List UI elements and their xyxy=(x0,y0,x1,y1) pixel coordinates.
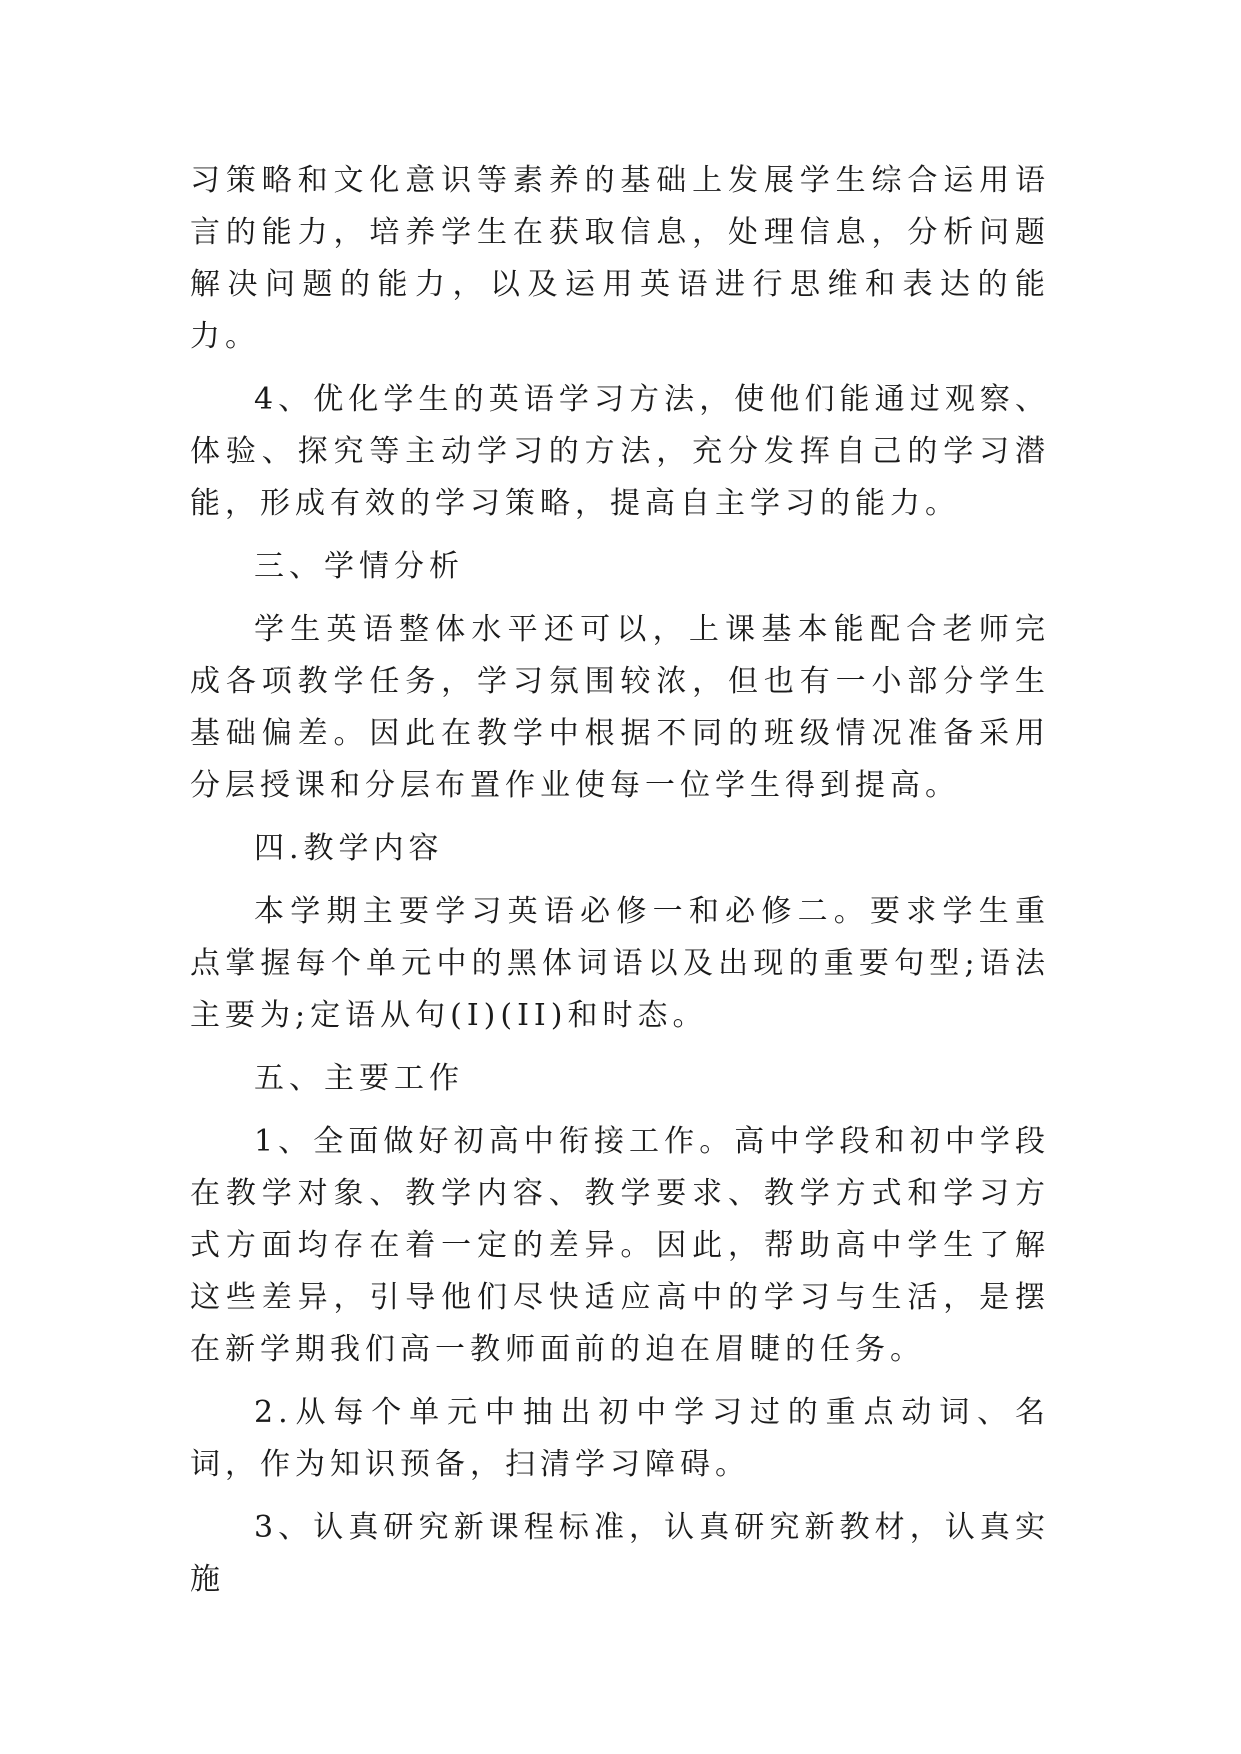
section-heading xyxy=(190,541,1050,593)
paragraph xyxy=(190,374,1050,530)
text-line: 2.从每个单元中抽出初中学习过的重点动词、名词，作 xyxy=(190,1395,1050,1482)
text-line: 学生英语整体水平还可以，上课基本能配合老师完成各 xyxy=(190,612,1050,699)
paragraph xyxy=(190,886,1050,1042)
paragraph xyxy=(190,1502,1050,1606)
paragraph xyxy=(190,1387,1050,1491)
text-line: 本学期主要学习英语必修一和必修二。要求学生重点掌 xyxy=(190,894,1050,981)
paragraph xyxy=(190,1116,1050,1376)
text-line: 1、全面做好初高中衔接工作。高中学段和初中学段在 xyxy=(190,1124,1050,1211)
paragraph xyxy=(190,155,1050,363)
text-line: 的能力，培养学生在获取信息，处理信息，分析问题解决问 xyxy=(190,215,1051,302)
text-line: 因此在教学中根据不同的班级情况准备采用分层授课和分 xyxy=(190,716,1051,803)
paragraph xyxy=(190,604,1050,812)
text-line: 五、主要工作 xyxy=(254,1061,464,1096)
section-heading xyxy=(190,1053,1050,1105)
text-line: 教学对象、教学内容、教学要求、教学方式和学习方式方面 xyxy=(190,1176,1051,1263)
text-line: 引导他们尽快适应高中的学习与生活，是摆在新学期我们高 xyxy=(190,1280,1051,1367)
text-line: 定语从句(I)(II)和时态。 xyxy=(310,998,708,1033)
text-line: 均存在着一定的差异。因此，帮助高中学生了解这些差异， xyxy=(190,1228,1051,1315)
text-line: 成有效的学习策略，提高自主学习的能力。 xyxy=(295,486,960,521)
text-line: 项教学任务，学习氛围较浓，但也有一小部分学生基础偏差。 xyxy=(190,664,1051,751)
text-line: 四.教学内容 xyxy=(254,831,444,866)
text-line: 一教师面前的迫在眉睫的任务。 xyxy=(435,1332,925,1367)
text-line: 习策略和文化意识等素养的基础上发展学生综合运用语言 xyxy=(190,163,1050,250)
text-line: 题的能力，以及运用英语进行思维和表达的能力。 xyxy=(190,267,1050,354)
text-line: 验、探究等主动学习的方法，充分发挥自己的学习潜能，形 xyxy=(190,434,1051,521)
document-body xyxy=(190,155,1050,1617)
text-line: 4、优化学生的英语学习方法，使他们能通过观察、体 xyxy=(190,382,1050,469)
section-heading xyxy=(190,823,1050,875)
text-line: 三、学情分析 xyxy=(254,549,464,584)
text-line: 3、认真研究新课程标准，认真研究新教材，认真实施 xyxy=(190,1510,1050,1597)
text-line: 层布置作业使每一位学生得到提高。 xyxy=(400,768,960,803)
text-line: 为知识预备，扫清学习障碍。 xyxy=(295,1447,750,1482)
text-line: 握每个单元中的黑体词语以及出现的重要句型;语法主要为; xyxy=(190,946,1051,1033)
